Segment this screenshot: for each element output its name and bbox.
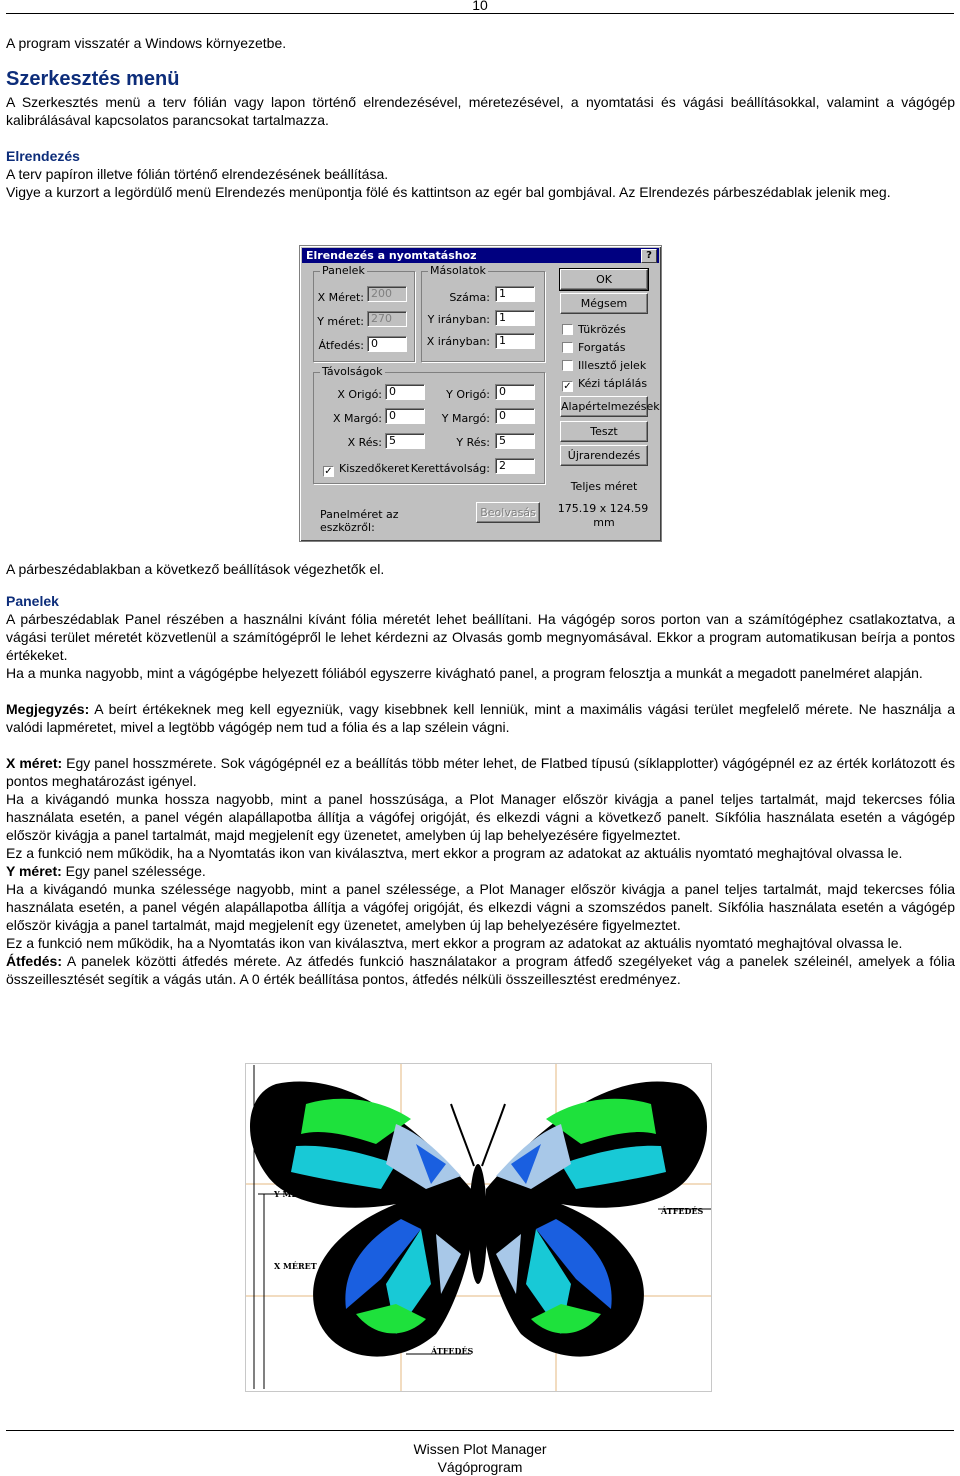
section-text: A Szerkesztés menü a terv fólián vagy lapon történő elrendezésével, méretezésével, a nyomtatási és vágási beállításokkal, valamint a vágógép kalibrálásával kapcsolatos parancsokat tartalmazza.	[6, 94, 955, 128]
x-res-label: X Rés:	[347, 436, 382, 449]
panelek-p2: Ha a munka nagyobb, mint a vágógépbe helyezett fóliából egyszerre kivágható panel, a program felosztja a munkát a megadott panelméret alapján.	[6, 665, 923, 681]
tavolsagok-group-label: Távolságok	[322, 365, 383, 378]
header-rule	[6, 13, 954, 14]
x-meret-term: X méret:	[6, 755, 63, 771]
x-meret-field[interactable]: 200	[367, 286, 407, 302]
y-margo-label: Y Margó:	[441, 412, 490, 425]
teljes-meret-label: Teljes méret	[570, 480, 638, 493]
kiszedokeret-check-icon: ✓	[324, 466, 333, 477]
panelek-group-label: Panelek	[322, 264, 365, 277]
forgatas-checkbox[interactable]	[562, 341, 626, 354]
y-meret-text: Egy panel szélessége.	[61, 863, 206, 879]
x-iranyban-label: X irányban:	[426, 335, 490, 348]
y-meret-paragraph	[6, 862, 955, 880]
forgatas-box-icon	[562, 342, 573, 353]
x-margo-label: X Margó:	[332, 412, 382, 425]
teszt-button[interactable]: Teszt	[560, 421, 648, 442]
dialog-title	[302, 248, 659, 263]
note-text: A beírt értékeknek meg kell egyezniük, vagy kisebbnek kell lenniük, mint a maximális vágási terület megfelelő mérete. Ne használja a valódi lapméretet, mivel a legtöbb vágógép nem tud a fólia és a lap szélein vágni.	[6, 701, 955, 735]
kerettavolsag-label: Kerettávolság:	[410, 462, 490, 475]
illeszto-checkbox[interactable]	[562, 359, 646, 372]
dialog-title-text: Elrendezés a nyomtatáshoz	[306, 249, 477, 262]
x-iranyban-field[interactable]: 1	[495, 333, 535, 349]
kezi-label: Kézi táplálás	[578, 377, 648, 390]
y-meret-field[interactable]: 270	[367, 311, 407, 327]
panelek-title: Panelek	[6, 593, 59, 609]
y-origo-label: Y Origó:	[446, 388, 490, 401]
x-meret-p3: Ez a funkció nem működik, ha a Nyomtatás ikon van kiválasztva, mert ekkor a program az adatokat az aktuális nyomtató meghajtóval olvassa le.	[6, 845, 903, 861]
kiszedokeret-checkbox[interactable]	[323, 462, 409, 477]
layout-dialog	[299, 245, 662, 542]
tukrozes-box-icon	[562, 324, 573, 335]
kezi-check-icon: ✓	[563, 381, 572, 392]
page-number: 10	[472, 0, 488, 13]
megsem-button[interactable]: Mégsem	[560, 293, 648, 314]
intro-text: A program visszatér a Windows környezetbe.	[6, 35, 287, 51]
kiszedokeret-label: Kiszedőkeret	[339, 462, 410, 475]
y-res-label: Y Rés:	[456, 436, 490, 449]
butterfly-body	[469, 1164, 487, 1284]
x-meret-text: Egy panel hosszmérete. Sok vágógépnél ez a beállítás több méter lehet, de Flatbed típusú (síklapplotter) vágógépnél ez az érték korlátozott és pontos meghatározást igényel.	[6, 755, 955, 789]
teljes-meret-unit: mm	[593, 516, 615, 529]
right-antenna	[482, 1104, 505, 1166]
x-margo-field[interactable]: 0	[385, 408, 425, 424]
szama-label: Száma:	[449, 291, 490, 304]
atfedes-term: Átfedés:	[6, 953, 63, 969]
note-label: Megjegyzés:	[6, 701, 90, 717]
atfedes-label: Átfedés:	[318, 339, 364, 352]
teljes-meret-value: 175.19 x 124.59	[557, 502, 649, 515]
y-res-field[interactable]: 5	[495, 433, 535, 449]
atfedes-bottom-annotation: ÁTFEDÉS	[431, 1346, 474, 1356]
elrendezes-title: Elrendezés	[6, 148, 80, 164]
panelmeret-label: Panelméret az eszközről:	[320, 508, 399, 534]
butterfly-illustration	[246, 1064, 711, 1391]
left-antenna	[451, 1104, 474, 1166]
x-res-field[interactable]: 5	[385, 433, 425, 449]
y-meret-p2: Ha a kivágandó munka szélessége nagyobb, mint a panel szélessége, a Plot Manager először kivágja a panel teljes tartalmát, majd tekercses fólia használata esetén, a panel végén alapállapotba állítja a vágófej origóját, és elkezdi vágni a szomszédos panelt. Síkfólia használata esetén a vágógép először kivágja a panel tartalmát, majd megjelenít egy üzenetet, amelyben új lap behelyezésére figyelmeztet.	[6, 881, 955, 933]
y-meret-label: Y méret:	[317, 315, 364, 328]
atfedes-field[interactable]: 0	[367, 336, 407, 352]
document-body-2	[6, 560, 955, 988]
x-meret-paragraph	[6, 754, 955, 790]
forgatas-label: Forgatás	[578, 341, 626, 354]
tukrozes-label: Tükrözés	[578, 323, 626, 336]
masolatok-group-label: Másolatok	[430, 264, 486, 277]
x-origo-label: X Origó:	[337, 388, 382, 401]
section-title: Szerkesztés menü	[6, 68, 180, 90]
x-meret-p2: Ha a kivágandó munka hossza nagyobb, mint a panel hosszúsága, a Plot Manager először kivágja a panel teljes tartalmát, majd tekercses fólia használata esetén, a panel végén alapállapotba állítja a vágófej origóját, és elkezdi vágni a következő panelt. Síkfólia használata esetén a vágógép először kivágja a panel tartalmát, majd megjelenít egy üzenetet, amelyben új lap behelyezésére figyelmeztet.	[6, 791, 955, 843]
y-meret-annotation: Y MÉRET	[274, 1189, 317, 1199]
footer-rule	[6, 1430, 954, 1431]
beolvasas-button[interactable]: Beolvasás	[476, 502, 540, 523]
footer-line1: Wissen Plot Manager	[413, 1441, 547, 1457]
elrendezes-line1: A terv papíron illetve fólián történő elrendezésének beállítása.	[6, 166, 389, 182]
y-margo-field[interactable]: 0	[495, 408, 535, 424]
y-iranyban-field[interactable]: 1	[495, 310, 535, 326]
ok-button[interactable]: OK	[560, 269, 648, 290]
butterfly-figure	[245, 1063, 712, 1392]
page-footer	[0, 1440, 960, 1476]
szama-field[interactable]: 1	[495, 286, 535, 302]
atfedes-text: A panelek közötti átfedés mérete. Az átfedés funkció használatakor a program átfedő szegélyeket vág a panelek széleinél, amelyek a fólia összeillesztését segítik a vágás után. A 0 érték beállítása pontos, átfedés nélküli összeillesztést eredményez.	[6, 953, 955, 987]
y-iranyban-label: Y irányban:	[427, 313, 490, 326]
panelek-p1: A párbeszédablak Panel részében a használni kívánt fólia méretét lehet beállítani. Ha vágógép soros porton van a számítógéphez csatlakoztatva, a vágási terület méretét közvetlenül a számítógépről le lehet kérdezni az Olvasás gomb megnyomásával. Ekkor a program automatikusan beírja a pontos értékeket.	[6, 611, 955, 663]
y-meret-term: Y méret:	[6, 863, 62, 879]
x-meret-annotation: X MÉRET	[274, 1261, 317, 1271]
atfedes-paragraph	[6, 952, 955, 988]
x-meret-label: X Méret:	[317, 291, 364, 304]
tukrozes-checkbox[interactable]	[562, 323, 626, 336]
atfedes-right-annotation: ÁTFEDÉS	[661, 1206, 704, 1216]
y-origo-field[interactable]: 0	[495, 384, 535, 400]
illeszto-label: Illesztő jelek	[578, 359, 647, 372]
x-origo-field[interactable]: 0	[385, 384, 425, 400]
document-body	[6, 34, 955, 201]
footer-line2: Vágóprogram	[437, 1459, 523, 1475]
ujrarendezes-button[interactable]: Újrarendezés	[560, 445, 648, 466]
kerettavolsag-field[interactable]: 2	[495, 458, 535, 474]
alapertelmezesek-button[interactable]: Alapértelmezések	[560, 396, 648, 417]
elrendezes-line2: Vigye a kurzort a legördülő menü Elrendezés menüpontja fölé és kattintson az egér bal gombjával. Az Elrendezés párbeszédablak jelenik meg.	[6, 184, 891, 200]
help-button[interactable]: ?	[641, 249, 657, 263]
kezi-checkbox[interactable]	[562, 377, 647, 392]
illeszto-box-icon	[562, 360, 573, 371]
after-dialog-text: A párbeszédablakban a következő beállítások végezhetők el.	[6, 561, 385, 577]
y-meret-p3: Ez a funkció nem működik, ha a Nyomtatás ikon van kiválasztva, mert ekkor a program az adatokat az aktuális nyomtató meghajtóval olvassa le.	[6, 935, 903, 951]
note-paragraph	[6, 700, 955, 736]
